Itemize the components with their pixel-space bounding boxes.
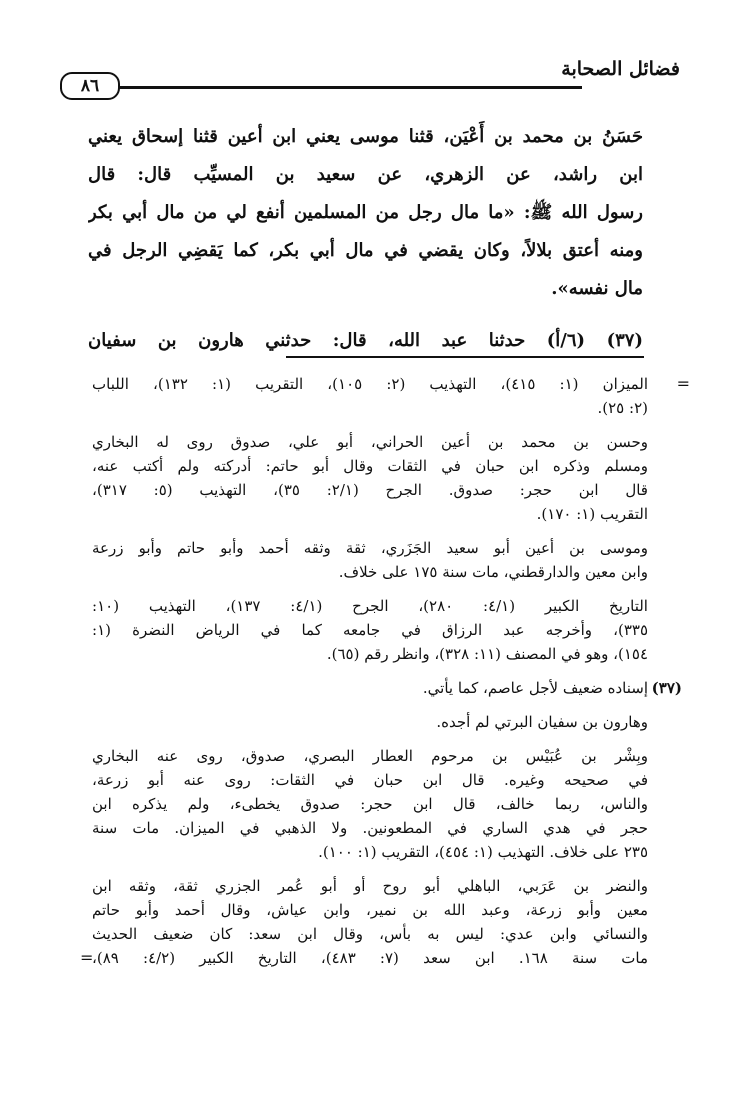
footnote-line: والنسائي وابن عدي: ليس به بأس، وقال ابن سعد: كان ضعيف الحديث	[92, 925, 648, 943]
footnote-line: التقريب (١: ١٧٠).	[536, 505, 648, 523]
text-line: ومنه أعتق بلالاً، وكان يقضي في مال أبي بكر، كما يَقضِي الرجل في	[88, 240, 643, 261]
footnote-paragraph	[92, 594, 648, 666]
footnote-line: إسناده ضعيف لأجل عاصم، كما يأتي.	[422, 679, 648, 697]
text-line: (٣٧) (٦/أ) حدثنا عبد الله، قال: حدثني هارون بن سفيان	[88, 330, 643, 351]
page-header	[60, 58, 680, 98]
footnote-line: في صحيحه وغيره. قال ابن حبان في الثقات: روى عنه أبو زرعة،	[92, 771, 648, 789]
header-rule	[60, 86, 582, 89]
page-number: ٨٦	[60, 72, 120, 100]
footnote-line: التاريخ الكبير (٤/١: ٢٨٠)، الجرح (٤/١: ١٣٧)، التهذيب (١٠:	[92, 597, 648, 615]
footnote-number: (٣٧)	[651, 679, 682, 697]
footnote-line: ٣٣٥)، وأخرجه عبد الرزاق في جامعه كما في الرياض النضرة (١:	[92, 621, 648, 639]
footnote-line: والناس، ربما خالف، قال ابن حجر: صدوق يخطىء، ولم يذكره ابن	[92, 795, 648, 813]
footnote-paragraph	[92, 536, 648, 584]
hadith-37-start	[88, 322, 643, 360]
footnote-paragraph	[80, 874, 648, 970]
continuation-marker: =	[676, 374, 690, 393]
footnote-line: والنضر بن عَرَبي، الباهلي أبو روح أو أبو عُمر الجزري ثقة، وثقه ابن	[92, 877, 648, 895]
text-line: مال نفسه».	[551, 278, 643, 299]
main-text	[88, 118, 643, 360]
footnote-paragraph	[92, 744, 648, 864]
footnote-line: ٢٣٥ على خلاف. التهذيب (١: ٤٥٤)، التقريب (١: ١٠٠).	[318, 843, 648, 861]
footnote-paragraph	[92, 710, 648, 734]
footnote-line: وموسى بن أعين أبو سعيد الجَزَري، ثقة وثقه أحمد وأبو حاتم وأبو زرعة	[92, 539, 648, 557]
footnote-line: ١٥٤)، وهو في المصنف (١١: ٣٢٨)، وانظر رقم (٦٥).	[326, 645, 648, 663]
continuation-marker: =	[80, 948, 94, 967]
footnote-line: وبِشْر بن عُبَيْس بن مرحوم العطار البصري، صدوق، روى عنه البخاري	[92, 747, 648, 765]
footnote-line: وهارون بن سفيان البرتي لم أجده.	[436, 713, 648, 731]
footnote-line: مات سنة ١٦٨. ابن سعد (٧: ٤٨٣)، التاريخ الكبير (٤/٢: ٨٩)،	[92, 949, 648, 967]
footnote-line: حجر في هدي الساري في المطعونين. ولا الذهبي في الميزان. مات سنة	[92, 819, 648, 837]
hadith-paragraph	[88, 118, 643, 308]
footnote-separator	[286, 356, 644, 358]
footnote-line: ومسلم وذكره ابن حبان في الثقات وقال أبو حاتم: أدركته ولم أكتب عنه،	[92, 457, 648, 475]
footnote-line: معين وأبو زرعة، وعبد الله بن نمير، وابن عياش، وقال أحمد وأبو حاتم	[92, 901, 648, 919]
footnote-line: وابن معين والدارقطني، مات سنة ١٧٥ على خلاف.	[338, 563, 648, 581]
footnote-line: (٢: ٢٥).	[597, 399, 648, 417]
footnote-paragraph	[92, 430, 648, 526]
footnote-continuation	[92, 372, 690, 420]
text-line: ابن راشد، عن الزهري، عن سعيد بن المسيِّب قال: قال	[88, 164, 643, 185]
text-line: حَسَنُ بن محمد بن أَعْيَن، قثنا موسى يعني ابن أعين قثنا إسحاق يعني	[88, 126, 643, 147]
text-line: رسول الله ﷺ: «ما مال رجل من المسلمين أنفع لي من مال أبي بكر	[88, 202, 643, 223]
running-title: فضائل الصحابة	[561, 58, 680, 80]
footnote-line: الميزان (١: ٤١٥)، التهذيب (٢: ١٠٥)، التقريب (١: ١٣٢)، اللباب	[92, 375, 648, 393]
footnotes	[80, 372, 690, 980]
footnote-37	[92, 676, 682, 700]
footnote-line: قال ابن حجر: صدوق. الجرح (٢/١: ٣٥)، التهذيب (٥: ٣١٧)،	[92, 481, 648, 499]
footnote-line: وحسن بن محمد بن أعين الحراني، أبو علي، صدوق روى له البخاري	[92, 433, 648, 451]
